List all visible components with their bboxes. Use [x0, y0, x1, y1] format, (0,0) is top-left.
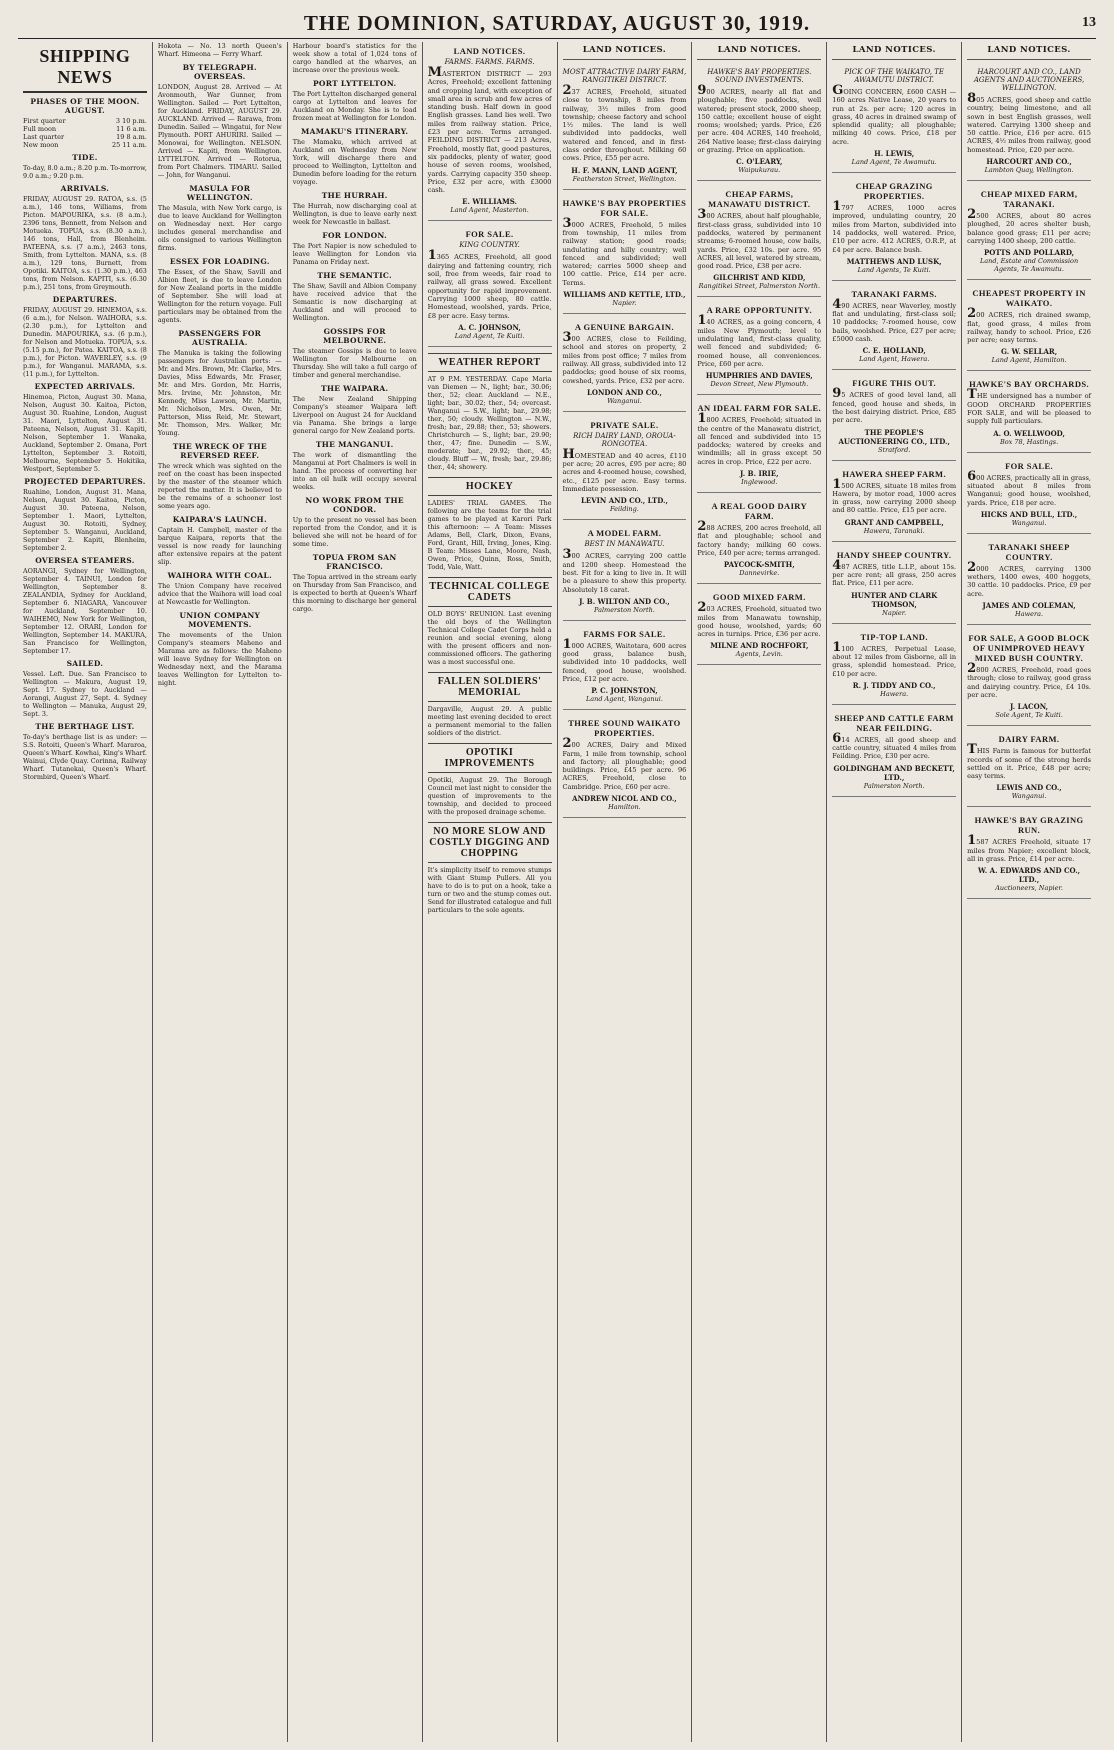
tide-text: To-day, 8.0 a.m.; 8.20 p.m. To-morrow, 9.0 a.m.; 9.20 p.m.: [23, 164, 147, 180]
ad-title: TARANAKI SHEEP COUNTRY.: [988, 541, 1070, 562]
ad-signature: HUNTER AND CLARK THOMSON,: [851, 590, 938, 609]
ad-title: TIP-TOP LAND.: [860, 631, 928, 642]
opotiki-article: Opotiki, August 29. The Borough Council met last night to consider the question of improvements to the township, and decided to proceed with the proposed drainage scheme.: [427, 775, 552, 816]
column-heading: LAND NOTICES.: [697, 42, 821, 60]
ad-body: HOMESTEAD and 40 acres, £110 per acre; 20 acres, £95 per acre; 80 acres and 4-roomed house, cowshed, etc., £125 per acre. Easy terms. Immediate possession.: [562, 446, 687, 494]
news-heading: THE MANGANUI.: [315, 440, 394, 449]
ad-subtitle: HAWKE'S BAY PROPERTIES. SOUND INVESTMENTS.: [707, 68, 812, 84]
land-advert: [832, 628, 956, 705]
news-heading: THE HURRAH.: [321, 191, 388, 200]
land-advert: [967, 811, 1091, 899]
memorial-article: Dargaville, August 29. A public meeting last evening decided to erect a permanent memorial to the fallen soldiers of the district.: [427, 704, 552, 737]
ad-title: HAWKE'S BAY ORCHARDS.: [969, 379, 1090, 390]
page-number: 13: [1082, 15, 1096, 30]
moon-date: 11 6 a.m.: [116, 125, 147, 133]
ad-address: Napier.: [612, 299, 637, 308]
ad-body: 200 ACRES, Dairy and Mixed Farm, 1 mile from township, school and factory; all ploughable; good buildings. Price, £45 per acre. 96 ACRES, Freehold, close to Cambridge. Price, £60 per acre.: [562, 736, 687, 791]
news-heading: PORT LYTTELTON.: [312, 79, 397, 88]
ad-title: CHEAPEST PROPERTY IN WAIKATO.: [972, 288, 1086, 309]
moon-heading: PHASES OF THE MOON. AUGUST.: [30, 97, 140, 115]
sailed-text: Vessel. Left. Due. San Francisco to Wellington — Makura, August 19, Sept. 17. Sydney to Auckland — Aorangi, August 27, Sept. 4. Sydney to Wellington — Manuka, August 29, Sept. 3.: [23, 670, 147, 718]
news-paragraph: The Hurrah, now discharging coal at Wellington, is due to leave early next week for Newcastle in ballast.: [292, 202, 417, 226]
news-paragraph: The steamer Gossips is due to leave Wellington for Melbourne on Thursday. She will take a full cargo of timber and general merchandise.: [292, 347, 417, 379]
ad-signature: C. O'LEARY,: [736, 157, 783, 167]
land-advert: [697, 399, 821, 493]
ad-signature: PAYCOCK-SMITH,: [723, 560, 795, 570]
ad-body: 1587 ACRES Freehold, situate 17 miles from Napier; excellent block, all in grass. Price, £14 per acre.: [967, 833, 1091, 863]
ad-title: AN IDEAL FARM FOR SALE.: [697, 403, 822, 414]
news-heading: PASSENGERS FOR AUSTRALIA.: [178, 329, 262, 347]
land-advert: [697, 301, 821, 395]
news-paragraph: Hokota — No. 13 north Queen's Wharf. Himeona — Ferry Wharf.: [157, 42, 282, 58]
ad-address: Hawera.: [880, 689, 909, 698]
ad-signature: H. LEWIS,: [874, 149, 915, 159]
moon-phase: New moon: [23, 141, 59, 149]
ad-address: Rangitikei Street, Palmerston North.: [698, 282, 821, 291]
ad-signature: WILLIAMS AND KETTLE, LTD.,: [563, 290, 686, 300]
ad-signature: E. WILLIAMS.: [462, 197, 517, 207]
ad-body: 1000 ACRES, Waitotara, 600 acres good grass, balance bush, subdivided into 10 paddocks, well fenced, good house, woolshed. Price, £12 per acre.: [562, 636, 687, 683]
news-heading: WAIHORA WITH COAL.: [167, 571, 272, 580]
land-advert: [832, 177, 956, 281]
ad-title: SHEEP AND CATTLE FARM NEAR FEILDING.: [834, 712, 954, 733]
ad-body: GOING CONCERN, £600 CASH — 160 acres Native Lease, 20 years to run at 2s. per acre; 120 acres in grass, 40 acres in drained swamp of splendid quality; all ploughable; milking 40 cows. Price, £18 per acre.: [832, 83, 957, 146]
ad-address: Land Agents, Te Kuiti.: [857, 265, 931, 274]
land-advert: [967, 730, 1091, 807]
ad-signature: J. B. WILTON AND CO.,: [579, 596, 670, 606]
overseas-heading: OVERSEA STEAMERS.: [35, 556, 135, 565]
ad-address: Wanganui.: [1011, 518, 1047, 527]
land-advert: [563, 524, 687, 620]
hockey-heading: HOCKEY: [428, 477, 552, 496]
news-paragraph: The Port Lyttelton discharged general cargo at Lyttelton and leaves for Auckland on Monday. She is to load frozen meat at Wellington for London.: [292, 90, 417, 122]
ad-title: CHEAP GRAZING PROPERTIES.: [855, 181, 933, 202]
ad-title: A REAL GOOD DAIRY FARM.: [711, 501, 808, 522]
ad-title: CHEAP MIXED FARM, TARANAKI.: [980, 189, 1078, 210]
ad-address: Hawera, Taranaki.: [863, 526, 925, 535]
ad-signature: HUMPHRIES AND DAVIES,: [705, 371, 813, 381]
ad-title: PRIVATE SALE.: [590, 419, 659, 430]
hockey-article: LADIES' TRIAL GAMES. The following are the teams for the trial games to be played at Karori Park this afternoon: — A Team: Misses Adams, Bell, Clark, Dixon, Evans, Ford, Grant, Hill, Irving, Jones, King. B Team: Misses Lane, Moore, Nash, Owen, Price, Quinn, Ross, Smith, Todd, Vale, Watt.: [427, 498, 552, 571]
land-advert: [563, 416, 687, 520]
ad-signature: HARCOURT AND CO.,: [986, 157, 1072, 167]
ad-address: Box 78, Hastings.: [999, 437, 1059, 446]
moon-row: [23, 117, 147, 125]
land-advert: [832, 374, 956, 460]
news-paragraph: The New Zealand Shipping Company's steamer Waipara left Liverpool on August 24 for Auckland via Panama. She brings a large general cargo for New Zealand ports.: [292, 395, 417, 435]
ad-title: TARANAKI FARMS.: [851, 288, 937, 299]
land-advert: [967, 457, 1091, 534]
ad-signature: GILCHRIST AND KIDD,: [713, 273, 806, 283]
ad-title: A MODEL FARM.: [587, 528, 662, 539]
ad-signature: LEWIS AND CO.,: [996, 783, 1062, 793]
ad-body: 1797 ACRES, 1000 acres improved, undulating country, 20 miles from Marton, subdivided into 14 paddocks, well watered. Price, £10 per acre. 412 ACRES, O.R.P., at £4 per acre. Balance bush.: [832, 199, 957, 254]
ad-body: 1800 ACRES, Freehold; situated in the centre of the Manawatu district, all fenced and subdivided into 15 paddocks; watered by creeks and windmills; all in grass except 50 acres in crop. Price, £22 per acre.: [697, 411, 822, 466]
ad-body: 1500 ACRES, situate 18 miles from Hawera, by motor road, 1000 acres in grass, now carrying 2000 sheep and 80 cattle. Price, £15 per acre.: [832, 476, 957, 515]
land-advert: [428, 225, 552, 346]
expected-text: Hinemoa, Picton, August 30. Mana, Nelson, August 30. Kaitoa, Picton, August 30. Ruahine, London, August 31. Maori, Lyttelton, August 31. Pateena, Nelson, August 31. Kapiti, Nelson, September 1. Wanaka, Auckland, September 2. Omana, Port Lyttelton, September 3. Rotoiti, Melbourne, September 5. Hokitika, Westport, September 5.: [23, 393, 147, 473]
news-paragraph: The Mamaku, which arrived at Auckland on Wednesday from New York, will discharge there and proceed to Wellington, Lyttelton and Dunedin before loading for the return voyage.: [292, 138, 417, 186]
ad-body: 2000 ACRES, carrying 1300 wethers, 1400 ewes, 400 hoggets, 30 cattle. 10 paddocks. Price, £9 per acre.: [967, 559, 1091, 598]
opotiki-heading: OPOTIKI IMPROVEMENTS: [428, 743, 552, 773]
column-7: [827, 42, 962, 1742]
land-advert: [967, 629, 1091, 726]
ad-signature: GRANT AND CAMPBELL,: [844, 517, 944, 527]
land-advert: [832, 285, 956, 370]
ad-body: 1100 ACRES, Perpetual Lease, about 12 miles from Gisborne, all in grass, splendid homestead. Price, £10 per acre.: [832, 639, 957, 678]
ad-signature: P. C. JOHNSTON,: [591, 686, 658, 696]
ad-subtitle: KING COUNTRY.: [459, 241, 520, 250]
ad-subtitle: RICH DAIRY LAND, OROUA-RONGOTEA.: [573, 431, 676, 448]
land-advert: [563, 194, 687, 314]
ad-address: Land Agent, Te Kuiti.: [454, 331, 525, 340]
ad-address: Lambton Quay, Wellington.: [984, 166, 1074, 175]
weather-heading: WEATHER REPORT: [428, 353, 552, 372]
column-heading: LAND NOTICES.: [563, 42, 687, 60]
ad-address: Land Agent, Wanganui.: [585, 695, 663, 704]
land-advert: [832, 709, 956, 797]
moon-row: [23, 133, 147, 141]
ad-subtitle: MOST ATTRACTIVE DAIRY FARM, RANGITIKEI DISTRICT.: [562, 68, 687, 84]
ad-address: Sole Agent, Te Kuiti.: [995, 711, 1063, 720]
tide-heading: TIDE.: [72, 153, 98, 162]
ad-title: A GENUINE BARGAIN.: [574, 322, 674, 333]
ad-title: FARMS FOR SALE.: [583, 628, 666, 639]
land-advert: [967, 64, 1091, 181]
ad-signature: HICKS AND BULL, LTD.,: [980, 509, 1078, 519]
news-heading: ESSEX FOR LOADING.: [169, 257, 270, 266]
shipping-title: SHIPPING NEWS: [23, 42, 147, 93]
news-heading: BY TELEGRAPH. OVERSEAS.: [182, 63, 257, 81]
news-heading: MASULA FOR WELLINGTON.: [186, 184, 253, 202]
weather-report: AT 9 P.M. YESTERDAY. Cape Maria van Diemen — N., light; bar., 30.06; ther., 52; clear. Auckland — N.E., light; bar., 30.02; ther., 54; overcast. Wanganui — S.W., light; bar., 29.98; ther., 50; cloudy. Wellington — N.W., fresh; bar., 29.88; ther., 53; showers. Christchurch — S., light; bar., 29.90; ther., 47; fine. Dunedin — S.W., moderate; bar., 29.92; ther., 45; cloudy. Bluff — W., fresh; bar., 29.86; ther., 44; showery.: [427, 374, 552, 471]
ad-body: 3000 ACRES, Freehold, 5 miles from township, 11 miles from railway station; good roads; undulating and hilly country; well fenced and subdivided; well watered; carries 5000 sheep and 100 cattle. Price, £14 per acre. Terms.: [562, 215, 687, 287]
column-5: [558, 42, 693, 1742]
ad-title: HAWKE'S BAY PROPERTIES FOR SALE.: [562, 197, 687, 218]
news-paragraph: The wreck which was sighted on the reef on the coast has been inspected by the master of the steamer which reported the matter. It is believed to be the remains of a schooner lost some years ago.: [157, 462, 282, 510]
news-paragraph: Captain H. Campbell, master of the barque Kaipara, reports that the vessel is now ready for launching after extensive repairs at the patent slip.: [157, 526, 282, 566]
ad-subtitle: PICK OF THE WAIKATO, TE AWAMUTU DISTRICT.: [844, 68, 945, 84]
news-heading: TOPUA FROM SAN FRANCISCO.: [312, 553, 397, 571]
land-advert: [697, 497, 821, 584]
news-paragraph: The Shaw, Savill and Albion Company have received advice that the Semantic is now discharging at Auckland and will proceed to Wellington.: [292, 282, 417, 322]
ad-signature: J. B. IRIE,: [740, 469, 779, 479]
news-heading: NO WORK FROM THE CONDOR.: [305, 496, 404, 514]
land-advert: [967, 284, 1091, 371]
cadets-article: OLD BOYS' REUNION. Last evening the old boys of the Wellington Technical College Cadet Corps held a reunion and social evening, along with the present officers and non-commissioned officers. The gathering was a most successful one.: [427, 609, 552, 666]
ad-address: Palmerston North.: [594, 605, 655, 614]
news-paragraph: Up to the present no vessel has been reported from the Condor, and it is believed she will not be heard of for some time.: [292, 516, 417, 548]
ad-address: Wanganui.: [1011, 792, 1047, 801]
ad-body: 237 ACRES, Freehold, situated close to township, 8 miles from railway, 3½ miles from good township; cheese factory and school 1½ miles. The land is well subdivided into paddocks, well watered and fenced, and in first-class order throughout. Milking 60 cows. Price, £55 per acre.: [562, 83, 687, 163]
moon-date: 25 11 a.m.: [112, 141, 147, 149]
ad-signature: A. O. WELLWOOD,: [993, 428, 1065, 438]
ad-title: A RARE OPPORTUNITY.: [706, 305, 813, 316]
ad-signature: GOLDINGHAM AND BECKETT, LTD.,: [833, 763, 955, 782]
ad-body: 900 ACRES, nearly all flat and ploughable; five paddocks, well watered; present stock, 2000 sheep, 150 cattle; excellent house of eight rooms; woolshed; yards. Price, £26 per acre. 404 ACRES, 140 freehold, 264 Native lease; first-class dairying or grazing. Price on application.: [697, 83, 822, 155]
ad-body: 300 ACRES, carrying 200 cattle and 1200 sheep. Homestead the best. Fit for a king to live in. It will be a pleasure to show this property. Absolutely 18 carat.: [562, 547, 687, 594]
news-paragraph: The Manuka is taking the following passengers for Australian ports: — Mr. and Mrs. Brown, Mr. Clarke, Mrs. Davies, Miss Edwards, Mr. Fraser, Mr. and Mrs. Gordon, Mr. Harris, Mrs. Irvine, Mr. Johnston, Mr. Kennedy, Miss Lawson, Mr. Martin, Mr. Nicholson, Mrs. Owen, Mr. Patterson, Miss Reid, Mr. Stewart, Mr. Thomson, Mrs. Walker, Mr. Young.: [157, 349, 282, 437]
masthead-title: THE DOMINION, SATURDAY, AUGUST 30, 1919.: [303, 10, 811, 35]
news-heading: GOSSIPS FOR MELBOURNE.: [323, 327, 387, 345]
news-heading: MAMAKU'S ITINERARY.: [301, 127, 409, 136]
ad-signature: J. LACON,: [1010, 702, 1049, 712]
moon-date: 3 10 p.m.: [115, 117, 147, 125]
ad-address: Land, Estate and Commission Agents, Te Awamutu.: [979, 257, 1079, 274]
land-advert: [697, 64, 821, 181]
land-advert: [563, 318, 687, 412]
ad-address: Land Agent, Hawera.: [859, 355, 930, 364]
ad-signature: R. J. TIDDY AND CO.,: [852, 680, 936, 690]
ad-title: HAWKE'S BAY GRAZING RUN.: [974, 815, 1084, 836]
ad-address: Inglewood.: [741, 478, 778, 487]
land-advert: [967, 185, 1091, 280]
land-advert: [832, 64, 956, 173]
ad-body: 614 ACRES, all good sheep and cattle country, situated 4 miles from Feilding. Price, £30 per acre.: [832, 730, 957, 761]
sailed-heading: SAILED.: [66, 659, 104, 668]
land-advert: [832, 546, 956, 624]
column-shipping-2: [153, 42, 288, 1742]
ad-address: Auctioneers, Napier.: [995, 884, 1063, 893]
stump-ad-heading: NO MORE SLOW AND COSTLY DIGGING AND CHOPPING: [428, 822, 552, 863]
column-shipping: [18, 42, 153, 1742]
cadets-heading: TECHNICAL COLLEGE CADETS: [428, 577, 552, 607]
news-paragraph: The Port Napier is now scheduled to leave Wellington for London via Panama on Friday next.: [292, 242, 417, 266]
ad-title: CHEAP FARMS, MANAWATU DISTRICT.: [708, 189, 811, 210]
news-heading: FOR LONDON.: [322, 231, 388, 240]
ad-subtitle: FARMS. FARMS. FARMS.: [444, 58, 535, 66]
ad-signature: MATTHEWS AND LUSK,: [846, 256, 942, 266]
columns: [18, 42, 1096, 1742]
ad-body: 487 ACRES, title L.I.P., about 15s. per acre rent; all grass, 250 acres flat. Price, £11 per acre.: [832, 557, 957, 588]
ad-address: Land Agent, Masterton.: [450, 206, 529, 215]
ad-signature: THE PEOPLE'S AUCTIONEERING CO., LTD.,: [838, 427, 950, 446]
ad-address: Napier.: [882, 608, 907, 617]
ad-body: THIS Farm is famous for butterfat records of some of the strong herds settled on it. Price, £48 per acre; easy terms.: [967, 742, 1091, 781]
land-advert: [967, 375, 1091, 452]
projected-text: Ruahine, London, August 31. Mana, Nelson, August 30. Kaitoa, Picton, August 30. Pateena, Nelson, September 1. Maori, Lyttelton, August 30. Rotoiti, Sydney, September 5. Wanganui, Auckland, September 2. Kapiti, Blenheim, September 2.: [23, 488, 147, 552]
ad-body: 600 ACRES, practically all in grass, situated about 8 miles from Wanganui; good house, woolshed, yards. Price, £18 per acre.: [967, 468, 1091, 507]
memorial-heading: FALLEN SOLDIERS' MEMORIAL: [428, 672, 552, 702]
moon-row: [23, 125, 147, 133]
stump-ad-text: It's simplicity itself to remove stumps with Giant Stump Pullers. All you have to do is to put on a hook, take a turn or two and the stump comes out. Send for illustrated catalogue and full particulars to the sole agents.: [427, 865, 552, 914]
projected-heading: PROJECTED DEPARTURES.: [24, 477, 146, 486]
masthead: [18, 8, 1096, 39]
ad-address: Dannevirke.: [739, 569, 780, 578]
ad-address: Waipukurau.: [738, 166, 781, 175]
arrivals-text: FRIDAY, AUGUST 29. RATOA, s.s. (5 a.m.), 146 tons, Williams, from Picton. MAPOURIKA, s.s. (8 a.m.), 2396 tons, Bennett, from Nelson and Motueka. TOPUA, s.s. (8.30 a.m.), 146 tons, Hall, from Blenheim. PATEENA, s.s. (7 a.m.), 2463 tons, Smith, from Lyttelton. MANA, s.s. (8 a.m.), 129 tons, Burnett, from Opotiki. KAITOA, s.s. (1.30 p.m.), 463 tons, from Nelson. KAPITI, s.s. (6.30 p.m.), 251 tons, from Greymouth.: [23, 195, 147, 291]
ad-address: Palmerston North.: [863, 781, 925, 790]
ad-signature: A. C. JOHNSON,: [458, 322, 521, 332]
ad-address: Wanganui.: [607, 396, 642, 405]
column-4: [423, 42, 558, 1742]
ad-address: Stratford.: [878, 445, 911, 454]
ad-title: GOOD MIXED FARM.: [712, 592, 806, 603]
ad-title: FOR SALE, A GOOD BLOCK OF UNIMPROVED HEAVY MIXED BUSH COUNTRY.: [968, 633, 1090, 664]
ad-signature: G. W. SELLAR,: [1000, 347, 1058, 357]
ad-address: Land Agent, Hamilton.: [991, 356, 1067, 365]
ad-signature: ANDREW NICOL AND CO.,: [572, 794, 677, 804]
column-shipping-3: [288, 42, 423, 1742]
ad-address: Land Agent, Te Awamutu.: [851, 158, 937, 167]
news-paragraph: Harbour board's statistics for the week show a total of 1,024 tons of cargo handled at the wharves, an increase over the previous week.: [292, 42, 417, 74]
land-advert: [563, 714, 687, 818]
expected-heading: EXPECTED ARRIVALS.: [34, 382, 136, 391]
ad-title: THREE SOUND WAIKATO PROPERTIES.: [568, 718, 681, 739]
berthage-text: To-day's berthage list is as under: — S.S. Rotoiti, Queen's Wharf. Mararoa, Queen's Wharf. Kowhai, King's Wharf. Wainui, Clyde Quay. Corinna, Railway Wharf. Tutanekai, Queen's Wharf. Stormbird, Queen's Wharf.: [23, 733, 147, 781]
ad-body: 300 ACRES, close to Feilding, school and stores on property, 2 miles from post office; 7 miles from railway. All grass, subdivided into 12 paddocks; good house of six rooms, cowshed, yards. Price, £32 per acre.: [562, 330, 687, 385]
ad-body: 805 ACRES, good sheep and cattle country, being limestone, and all sown in best English grasses, well watered. Carrying 1300 sheep and 50 cattle. Price, £16 per acre. 615 ACRES, 4½ miles from railway, good homestead. Price, £20 per acre.: [967, 91, 1091, 154]
ad-title: FIGURE THIS OUT.: [852, 378, 937, 389]
land-advert: [697, 588, 821, 665]
arrivals-heading: ARRIVALS.: [60, 184, 110, 193]
ad-signature: MILNE AND ROCHFORT,: [710, 641, 809, 651]
ad-signature: H. F. MANN, LAND AGENT,: [571, 165, 678, 175]
overseas-text: AORANGI, Sydney for Wellington, September 4. TAINUI, London for Wellington, September 8. ZEALANDIA, Sydney for Auckland, September 6. NIAGARA, Vancouver for Auckland, September 10. WAIHEMO, New York for Wellington, September 12. ORARI, London for Wellington, September 14. MAKURA, San Francisco for Wellington, September 17.: [23, 567, 147, 655]
news-heading: THE WAIPARA.: [320, 384, 389, 393]
ad-address: Feilding.: [610, 505, 639, 514]
column-8: [962, 42, 1096, 1742]
ad-address: Agents, Levin.: [735, 650, 783, 659]
news-heading: UNION COMPANY MOVEMENTS.: [179, 611, 261, 629]
ad-body: 140 ACRES, as a going concern, 4 miles New Plymouth; level to undulating land, first-class quality, well fenced and subdivided; 6-roomed house, all conveniences. Price, £60 per acre.: [697, 313, 822, 368]
ad-body: 300 ACRES, about half ploughable, first-class grass, subdivided into 10 paddocks, watered by permanent streams; 6-roomed house, cow bails, yards. Price, £32 10s. per acre. 95 ACRES, all level, watered by stream, good road. Price, £38 per acre.: [697, 207, 822, 271]
ad-body: 95 ACRES of good level land, all fenced, good house and sheds, in the best dairying district. Price, £85 per acre.: [832, 386, 957, 425]
ad-body: 490 ACRES, near Waverley, mostly flat and undulating, first-class soil; 10 paddocks; 7-roomed house, cow bails, woolshed. Price, £27 per acre; £5000 cash.: [832, 296, 957, 344]
column-heading: LAND NOTICES.: [967, 42, 1091, 60]
ad-body: 1365 ACRES, Freehold, all good dairying and fattening country, rich soil, free from weeds, fair road to railway, all grass sowed. Excellent opportunity for rapid improvement. Carrying 1000 sheep, 80 cattle. Homestead, woolshed, yards. Price, £8 per acre. Easy terms.: [427, 248, 552, 320]
ad-title: LAND NOTICES.: [453, 46, 526, 56]
ad-body: 2800 ACRES, Freehold, road goes through; close to railway, good grass and dairying country. Price, £4 10s. per acre.: [967, 661, 1091, 699]
land-advert: [832, 465, 956, 542]
news-paragraph: The Masula, with New York cargo, is due to leave Auckland for Wellington on Wednesday next. Her cargo includes general merchandise and oils consigned to various Wellington firms.: [157, 204, 282, 252]
ad-signature: LONDON AND CO.,: [586, 387, 662, 397]
news-paragraph: The Union Company have received advice that the Waihora will load coal at Newcastle for Wellington.: [157, 582, 282, 606]
ad-signature: POTTS AND POLLARD,: [984, 248, 1075, 258]
news-paragraph: LONDON, August 28. Arrived — At Avonmouth, War Gunner, from Wellington. Sailed — Port Lyttelton, for Auckland. FRIDAY, AUGUST 29. AUCKLAND. Arrived — Rarawa, from Dunedin. Sailed — Wingatui, for New Plymouth. PORT AHURIRI. Sailed — Monowai, for Wellington. NELSON. Arrived — Kapiti, from Wellington. LYTTELTON. Arrived — Rotorua, from Port Chalmers. TIMARU. Sailed — John, for Wanganui.: [157, 83, 282, 179]
moon-row: [23, 141, 147, 149]
news-heading: THE WRECK OF THE REVERSED REEF.: [172, 442, 267, 460]
ad-body: 203 ACRES, Freehold, situated two miles from Manawatu township, good house, woolshed, yards; 60 acres in turnips. Price, £36 per acre.: [697, 600, 822, 639]
ad-body: 2500 ACRES, about 80 acres ploughed, 20 acres shelter bush, balance good grass; £11 per acre; carrying 1400 sheep, 200 cattle.: [967, 207, 1091, 245]
ad-body: MASTERTON DISTRICT — 293 Acres, Freehold; excellent fattening and cropping land, with exception of small area in scrub and few acres of standing bush. Half down in good English grasses. Land lies well. Two miles from railway station. Price, £23 per acre. Terms arranged. FEILDING DISTRICT — 213 Acres, Freehold, mostly flat, good pastures, six paddocks, plenty of water, good house of seven rooms, woolshed, yards. Carrying capacity 350 sheep. Price, £32 per acre, with £3000 cash.: [427, 65, 552, 195]
ad-signature: W. A. EDWARDS AND CO., LTD.,: [978, 866, 1081, 885]
moon-phase: Full moon: [23, 125, 57, 133]
ad-title: FOR SALE.: [465, 229, 514, 240]
moon-phase: Last quarter: [23, 133, 65, 141]
news-paragraph: The work of dismantling the Manganui at Port Chalmers is well in hand. The process of converting her into an oil hulk will occupy several weeks.: [292, 451, 417, 491]
column-6: [692, 42, 827, 1742]
ad-body: 288 ACRES, 200 acres freehold, all flat and ploughable; school and factory handy; milking 60 cows. Price, £40 per acre; terms arranged.: [697, 519, 822, 557]
ad-subtitle: HARCOURT AND CO., LAND AGENTS AND AUCTIONEERS, WELLINGTON.: [973, 68, 1085, 92]
ad-address: Devon Street, New Plymouth.: [710, 380, 809, 389]
land-advert: [967, 538, 1091, 625]
ad-body: THE undersigned has a number of GOOD ORCHARD PROPERTIES FOR SALE, and will be pleased to supply full particulars.: [967, 387, 1091, 426]
land-advert: [563, 625, 687, 710]
ad-signature: LEVIN AND CO., LTD.,: [580, 496, 668, 506]
ad-address: Featherston Street, Wellington.: [572, 174, 677, 183]
news-heading: KAIPARA'S LAUNCH.: [172, 515, 267, 524]
ad-subtitle: BEST IN MANAWATU.: [584, 540, 665, 549]
departures-text: FRIDAY, AUGUST 29. HINEMOA, s.s. (6 a.m.), for Nelson. WAIHORA, s.s. (2.30 p.m.), for Lyttelton and Dunedin. MAPOURIKA, s.s. (6 p.m.), for Nelson and Motueka. TOPUA, s.s. (5.15 p.m.), for Patea. KAITOA, s.s. (8 p.m.), for Picton. WAVERLEY, s.s. (9 p.m.), for Wanganui. MARAMA, s.s. (11 p.m.), for Lyttelton.: [23, 306, 147, 378]
news-paragraph: The Topua arrived in the stream early on Thursday from San Francisco, and is expected to berth at Queen's Wharf this morning to discharge her general cargo.: [292, 573, 417, 613]
ad-title: HAWERA SHEEP FARM.: [842, 468, 946, 479]
moon-phase: First quarter: [23, 117, 66, 125]
news-paragraph: The Essex, of the Shaw, Savill and Albion fleet, is due to leave London for New Zealand ports in the middle of September. She will load at Wellington for the return voyage. Full particulars may be obtained from the agents.: [157, 268, 282, 324]
ad-title: HANDY SHEEP COUNTRY.: [836, 549, 952, 560]
ad-address: Hamilton.: [608, 803, 641, 812]
berthage-heading: THE BERTHAGE LIST.: [35, 722, 135, 731]
moon-date: 19 8 a.m.: [116, 133, 147, 141]
departures-heading: DEPARTURES.: [52, 295, 118, 304]
ad-body: 200 ACRES, rich drained swamp, flat, good grass, 4 miles from railway, handy to school. Price, £26 per acre; easy terms.: [967, 306, 1091, 345]
news-heading: THE SEMANTIC.: [317, 271, 392, 280]
land-advert: [563, 64, 687, 190]
column-heading: LAND NOTICES.: [832, 42, 956, 60]
ad-address: Hawera.: [1015, 610, 1044, 619]
news-paragraph: The movements of the Union Company's steamers Maheno and Marama are as follows: the Maheno will leave Sydney for Wellington on Wednesday next, and the Marama leaves Wellington for Lyttelton to-night.: [157, 631, 282, 687]
land-advert: [428, 42, 552, 221]
ad-signature: C. E. HOLLAND,: [862, 346, 926, 356]
ad-title: FOR SALE.: [1005, 460, 1054, 471]
land-advert: [697, 185, 821, 297]
ad-title: DAIRY FARM.: [998, 734, 1060, 745]
ad-signature: JAMES AND COLEMAN,: [982, 601, 1076, 611]
